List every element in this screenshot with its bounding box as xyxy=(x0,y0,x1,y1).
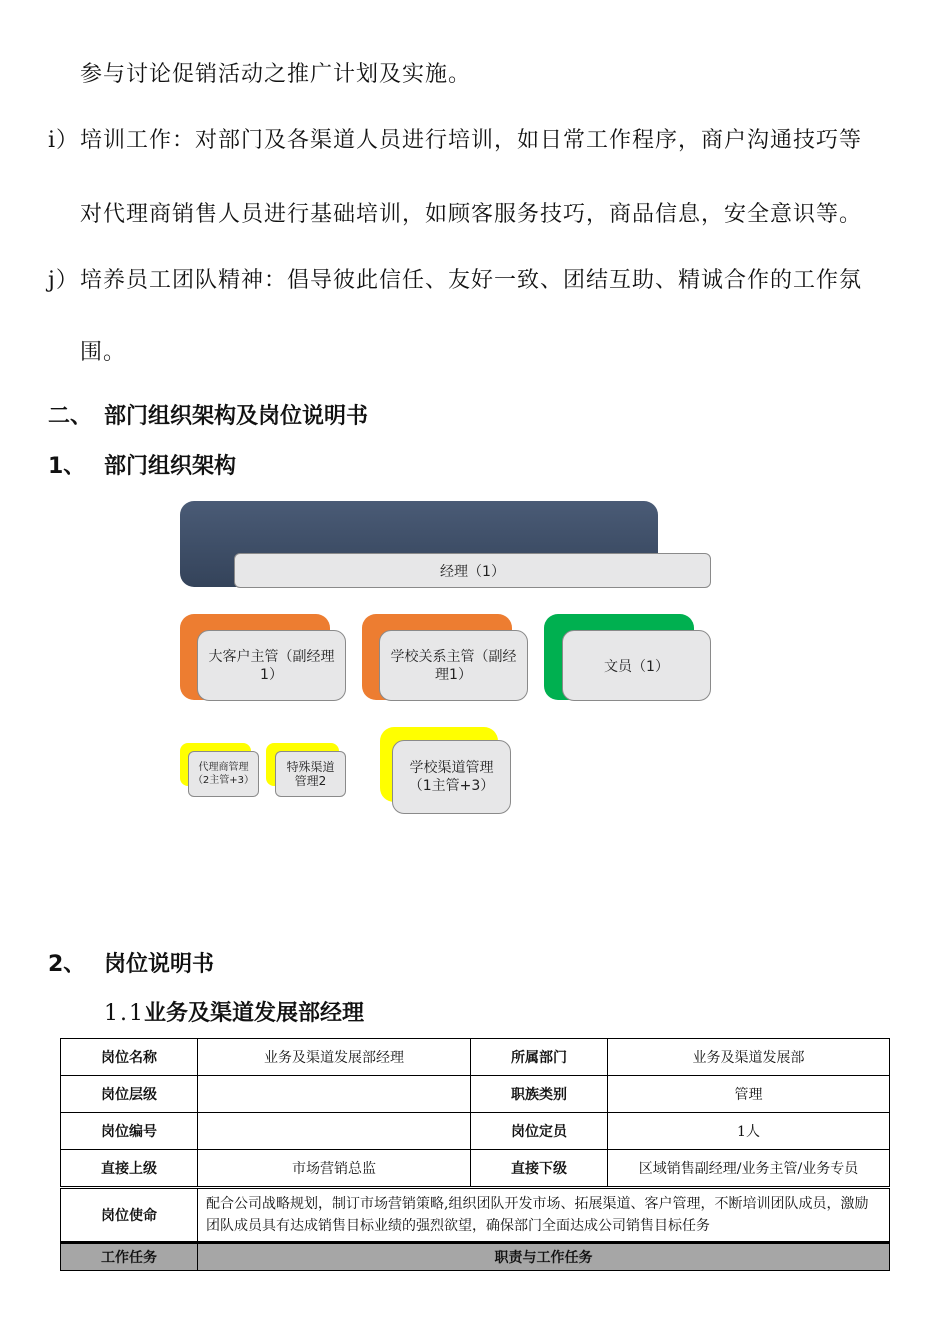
label-direct-subordinates: 直接下级 xyxy=(471,1150,608,1188)
value-headcount: 1人 xyxy=(608,1113,890,1150)
subsection-title-job: 岗位说明书 xyxy=(104,952,215,977)
subsubsection-title: 业务及渠道发展部经理 xyxy=(144,1001,365,1026)
paragraph-agent-training: 对代理商销售人员进行基础培训，如顾客服务技巧，商品信息，安全意识等。 xyxy=(80,202,863,227)
org-node-manager xyxy=(234,553,711,588)
header-duties: 职责与工作任务 xyxy=(198,1243,890,1271)
org-node-school-channel xyxy=(392,740,511,814)
org-node-big-client xyxy=(197,630,346,701)
table-row xyxy=(61,1039,890,1076)
table-row xyxy=(61,1150,890,1188)
paragraph-team-spirit-end: 围。 xyxy=(80,340,127,365)
subsection-number-2: 2、 xyxy=(48,952,86,977)
subsubsection-number: 1.1 xyxy=(104,1001,145,1026)
value-position-code xyxy=(198,1113,471,1150)
org-node-agent-mgmt xyxy=(188,751,259,797)
label-mission: 岗位使命 xyxy=(61,1188,198,1243)
label-position-name: 岗位名称 xyxy=(61,1039,198,1076)
org-node-agent-mgmt-label: 代理商管理（2主管+3） xyxy=(192,762,255,786)
label-job-family: 职族类别 xyxy=(471,1076,608,1113)
value-level xyxy=(198,1076,471,1113)
value-position-name: 业务及渠道发展部经理 xyxy=(198,1039,471,1076)
label-department: 所属部门 xyxy=(471,1039,608,1076)
value-mission: 配合公司战略规划，制订市场营销策略,组织团队开发市场、拓展渠道、客户管理，不断培训团队成员，激励团队成员具有达成销售目标业绩的强烈欲望，确保部门全面达成公司销售目标任务 xyxy=(198,1188,890,1243)
paragraph-training: 培训工作：对部门及各渠道人员进行培训，如日常工作程序，商户沟通技巧等 xyxy=(80,128,863,153)
org-node-school-relations-label: 学校关系主管（副经理1） xyxy=(390,648,517,683)
label-work-tasks: 工作任务 xyxy=(61,1243,198,1271)
org-node-manager-label: 经理（1） xyxy=(440,563,505,580)
org-node-special-channel-label: 特殊渠道管理2 xyxy=(286,760,335,788)
paragraph-promotion: 参与讨论促销活动之推广计划及实施。 xyxy=(80,62,472,87)
value-direct-subordinates: 区域销售副经理/业务主管/业务专员 xyxy=(608,1150,890,1188)
table-row xyxy=(61,1113,890,1150)
label-level: 岗位层级 xyxy=(61,1076,198,1113)
section-number: 二、 xyxy=(48,404,93,429)
table-row xyxy=(61,1188,890,1243)
table-row xyxy=(61,1076,890,1113)
label-direct-superior: 直接上级 xyxy=(61,1150,198,1188)
section-title: 部门组织架构及岗位说明书 xyxy=(104,404,369,429)
org-node-clerk-label: 文员（1） xyxy=(604,658,669,675)
table-row xyxy=(61,1243,890,1271)
list-marker-i: i） xyxy=(48,128,80,153)
label-position-code: 岗位编号 xyxy=(61,1113,198,1150)
org-node-school-relations xyxy=(379,630,528,701)
paragraph-team-spirit: 培养员工团队精神：倡导彼此信任、友好一致、团结互助、精诚合作的工作氛 xyxy=(80,268,863,293)
value-department: 业务及渠道发展部 xyxy=(608,1039,890,1076)
value-job-family: 管理 xyxy=(608,1076,890,1113)
org-node-school-channel-label: 学校渠道管理（1主管+3） xyxy=(408,760,495,794)
org-node-big-client-label: 大客户主管（副经理1） xyxy=(208,648,335,683)
label-headcount: 岗位定员 xyxy=(471,1113,608,1150)
subsection-number: 1、 xyxy=(48,454,86,479)
job-description-table xyxy=(60,1038,890,1271)
value-direct-superior: 市场营销总监 xyxy=(198,1150,471,1188)
subsection-title-org: 部门组织架构 xyxy=(104,454,237,479)
org-node-clerk xyxy=(562,630,711,701)
list-marker-j: j） xyxy=(48,268,79,293)
org-node-special-channel xyxy=(275,751,346,797)
